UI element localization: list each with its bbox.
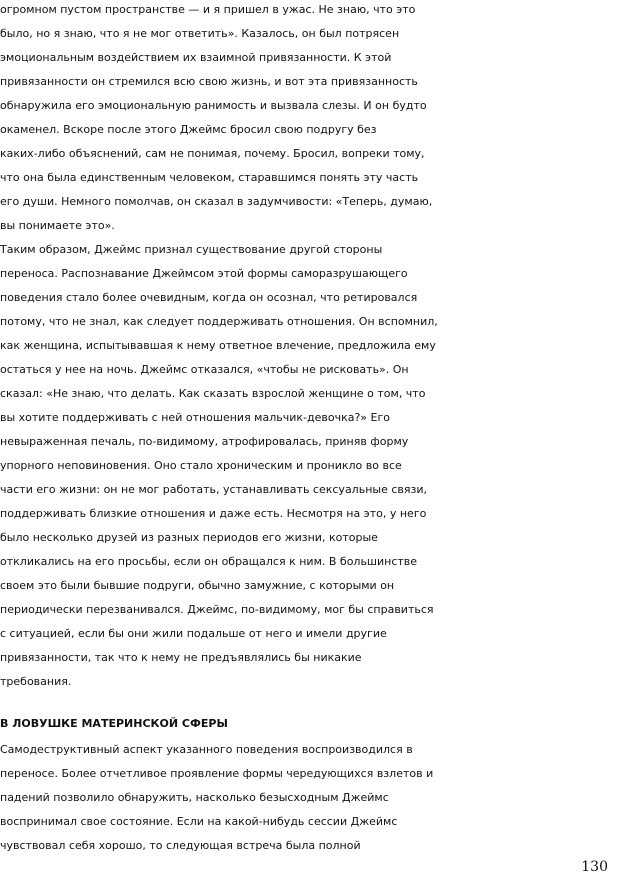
- text-line: сказал: «Не знаю, что делать. Как сказать взрослой женщине о том, что: [0, 387, 426, 400]
- text-line: Самодеструктивный аспект указанного поведения воспроизводился в: [0, 743, 413, 756]
- text-line: окаменел. Вскоре после этого Джеймс бросил свою подругу без: [0, 123, 377, 136]
- page-number: 130: [581, 859, 608, 875]
- text-line: обнаружила его эмоциональную ранимость и вызвала слезы. И он будто: [0, 99, 427, 112]
- text-line: каких-либо объяснений, сам не понимая, почему. Бросил, вопреки тому,: [0, 147, 425, 160]
- text-line: было несколько друзей из разных периодов его жизни, которые: [0, 531, 378, 544]
- text-line: огромном пустом пространстве — и я пришел в ужас. Не знаю, что это: [0, 3, 416, 16]
- text-line: эмоциональным воздействием их взаимной привязанности. К этой: [0, 51, 392, 64]
- section-heading: В ЛОВУШКЕ МАТЕРИНСКОЙ СФЕРЫ: [0, 717, 228, 730]
- text-line: его души. Немного помолчав, он сказал в задумчивости: «Теперь, думаю,: [0, 195, 433, 208]
- text-line: привязанности, так что к нему не предъявлялись бы никакие: [0, 651, 362, 664]
- text-line: остаться у нее на ночь. Джеймс отказался, «чтобы не рисковать». Он: [0, 363, 409, 376]
- text-line: поддерживать близкие отношения и даже есть. Несмотря на это, у него: [0, 507, 427, 520]
- text-line: падений позволило обнаружить, насколько безысходным Джеймс: [0, 791, 389, 804]
- text-line: поведения стало более очевидным, когда он осознал, что ретировался: [0, 291, 418, 304]
- text-line: вы понимаете это».: [0, 219, 115, 232]
- text-line: переноса. Распознавание Джеймсом этой формы саморазрушающего: [0, 267, 408, 280]
- text-line: было, но я знаю, что я не мог ответить». Казалось, он был потрясен: [0, 27, 400, 40]
- text-line: откликались на его просьбы, если он обращался к ним. В большинстве: [0, 555, 418, 568]
- text-line: воспринимал свое состояние. Если на какой-нибудь сессии Джеймс: [0, 815, 398, 828]
- text-line: упорного неповиновения. Оно стало хроническим и проникло во все: [0, 459, 402, 472]
- text-line: требования.: [0, 675, 72, 688]
- text-line: Таким образом, Джеймс признал существование другой стороны: [0, 243, 383, 256]
- text-line: привязанности он стремился всю свою жизнь, и вот эта привязанность: [0, 75, 418, 88]
- text-line: с ситуацией, если бы они жили подальше от него и имели другие: [0, 627, 387, 640]
- text-line: потому, что не знал, как следует поддерживать отношения. Он вспомнил,: [0, 315, 438, 328]
- text-line: что она была единственным человеком, старавшимся понять эту часть: [0, 171, 419, 184]
- text-line: чувствовал себя хорошо, то следующая встреча была полной: [0, 839, 361, 852]
- text-line: невыраженная печаль, по-видимому, атрофировалась, приняв форму: [0, 435, 409, 448]
- text-line: периодически перезванивался. Джеймс, по-видимому, мог бы справиться: [0, 603, 434, 616]
- text-line: переносе. Более отчетливое проявление формы чередующихся взлетов и: [0, 767, 434, 780]
- text-line: части его жизни: он не мог работать, устанавливать сексуальные связи,: [0, 483, 427, 496]
- text-line: своем это были бывшие подруги, обычно замужние, с которыми он: [0, 579, 395, 592]
- text-line: вы хотите поддерживать с ней отношения мальчик-девочка?» Его: [0, 411, 390, 424]
- text-line: как женщина, испытывавшая к нему ответное влечение, предложила ему: [0, 339, 436, 352]
